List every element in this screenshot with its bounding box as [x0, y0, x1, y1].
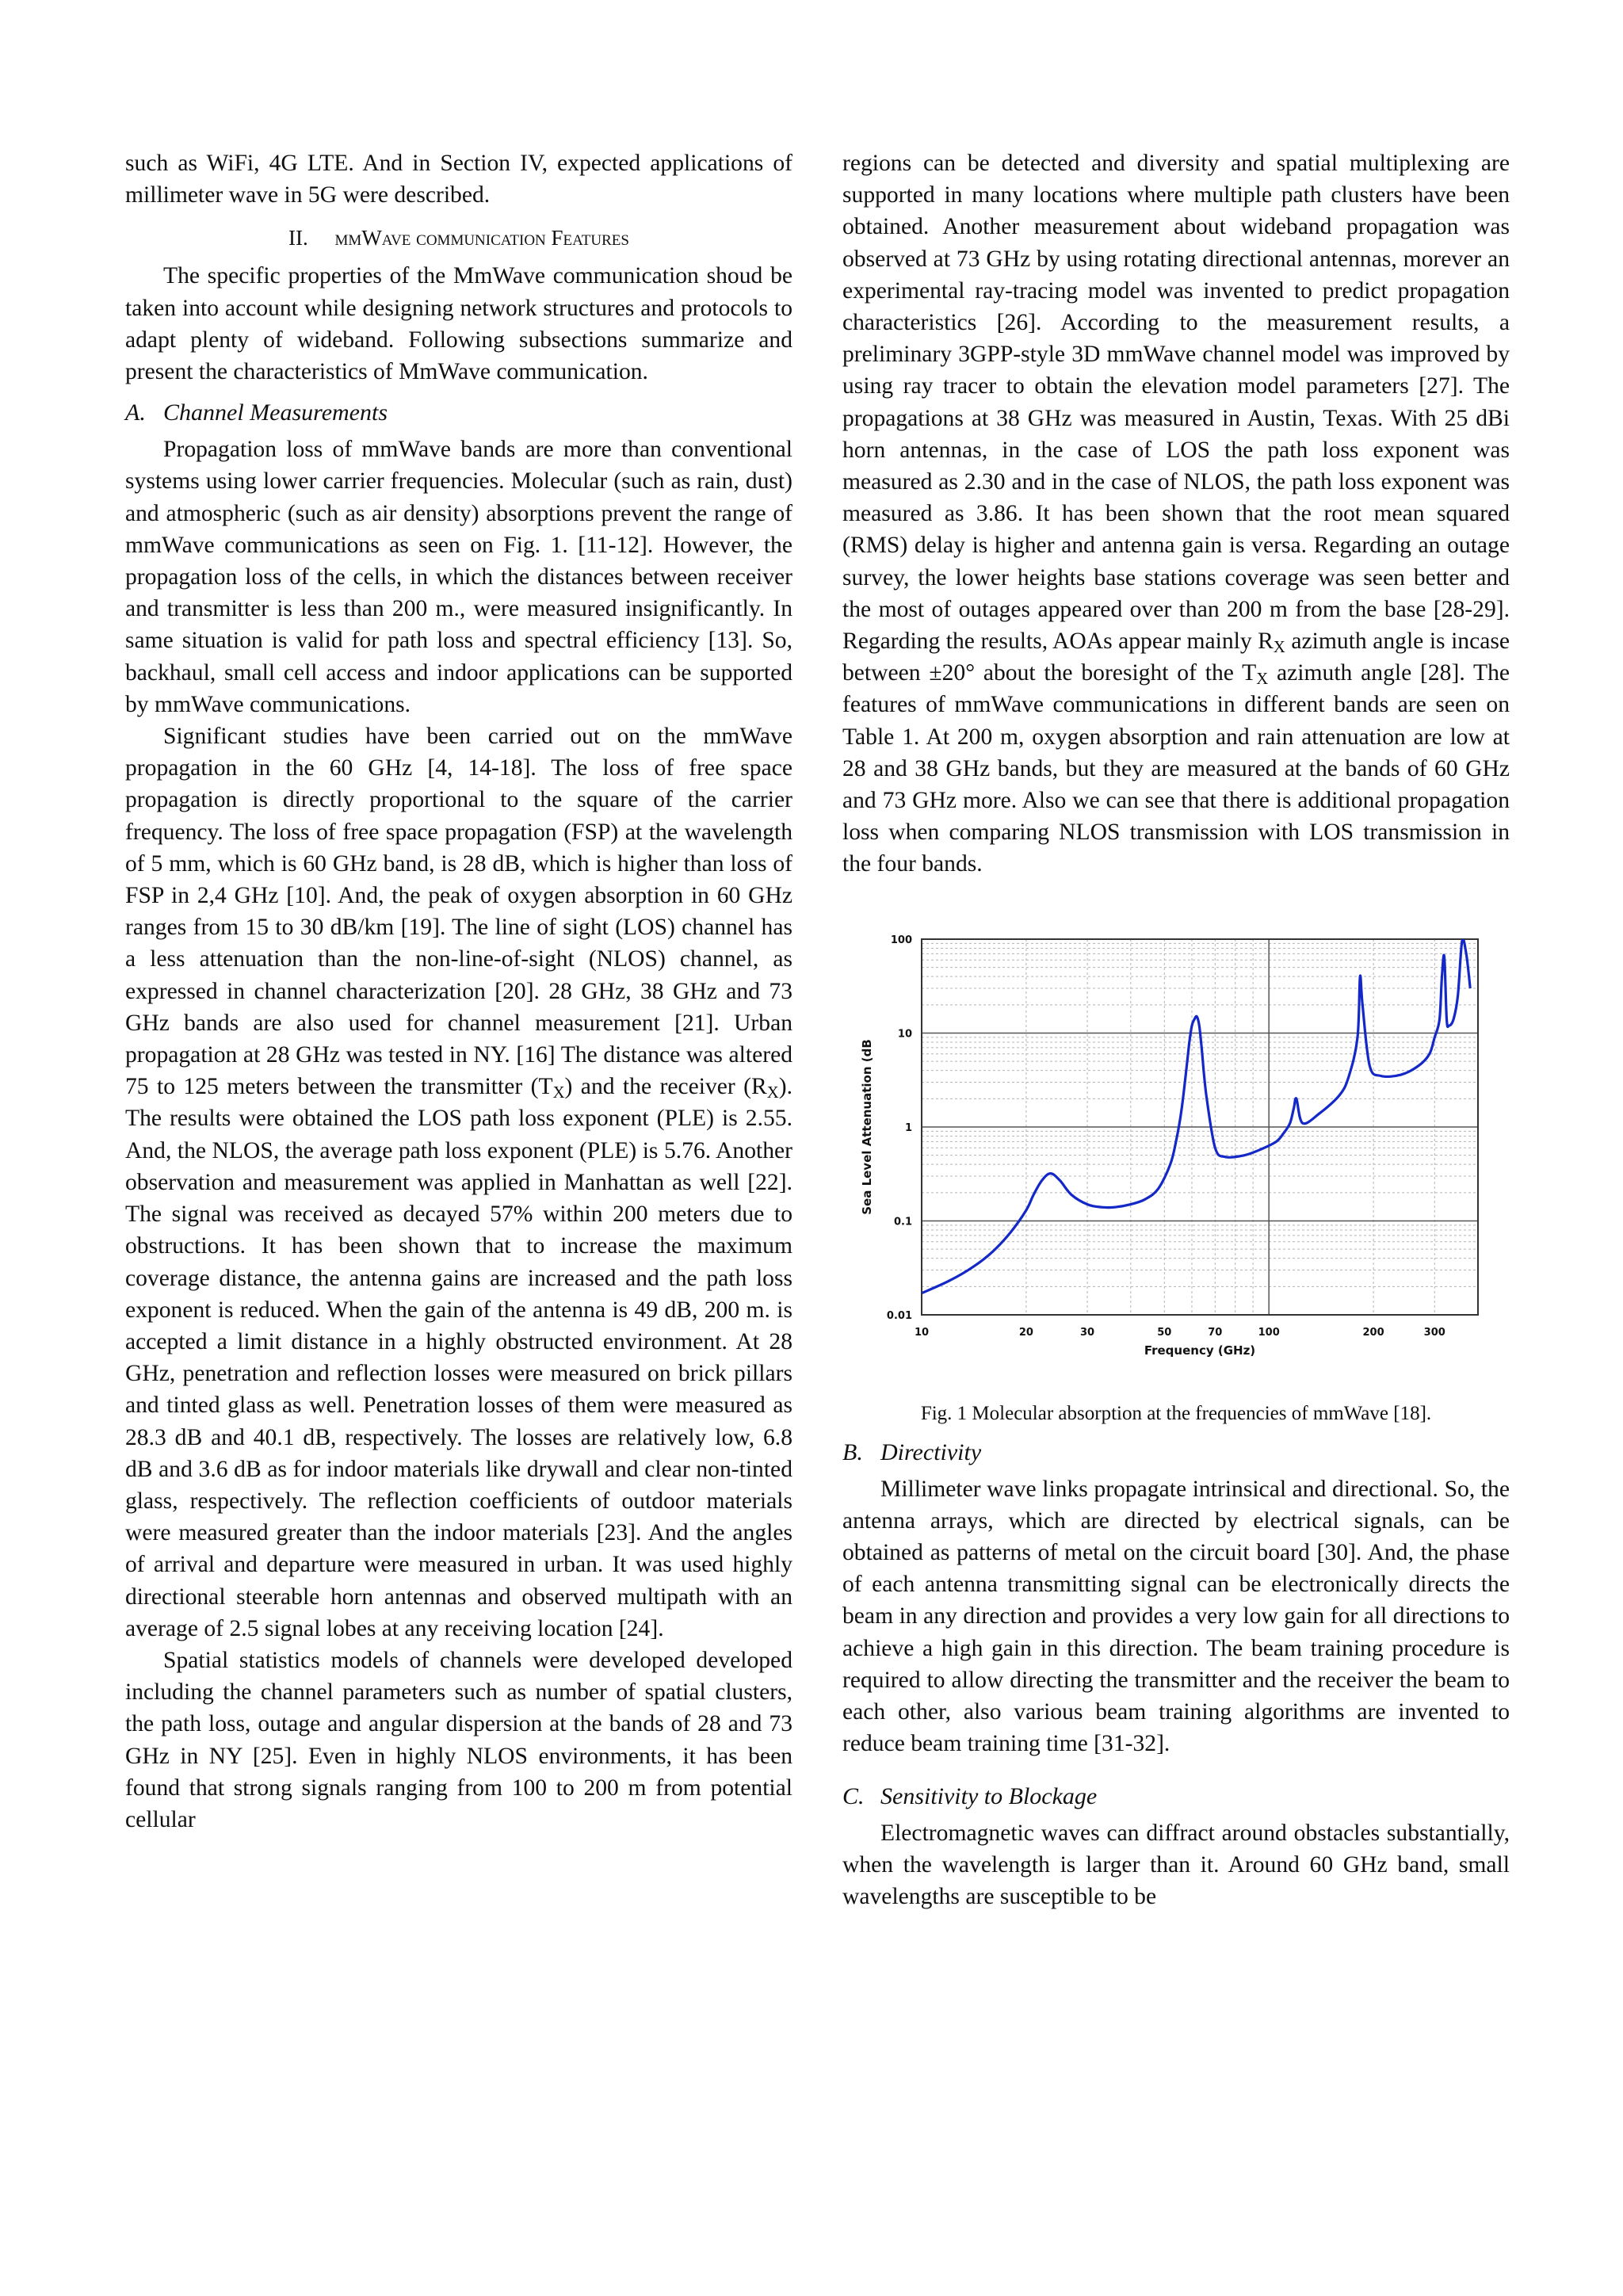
paragraph-propagation-loss: Propagation loss of mmWave bands are more than conventional systems using lower carrier frequencies. Molecular (such as rain, dust) and atmospheric (such as air density) absorptions prevent the range of mmWave communications as seen on Fig. 1. [11-12]. However, the propagation loss of the cells, in which the distances between receiver and transmitter is less than 200 m., were measured insignificantly. In same situation is valid for path loss and spectral efficiency [13]. So, backhaul, small cell access and indoor applications can be supported by mmWave communications. — [125, 437, 792, 717]
subsection-heading-c — [842, 1781, 1510, 1813]
subsection-label: C. — [842, 1782, 865, 1809]
subscript-x: X — [1256, 670, 1269, 689]
subscript-x: X — [766, 1084, 779, 1102]
paragraph-directivity: Millimeter wave links propagate intrinsical and directional. So, the antenna arrays, which are directed by electrical signals, can be obtained as patterns of metal on the circuit board [30]. And, the phase of each antenna transmitting signal can be electronically directs the beam in any direction and provides a very low gain for all directions to achieve a high gain in this direction. The beam training procedure is required to allow directing the transmitter and the receiver the beam to each other, also various beam training algorithms are invented to reduce beam training time [31-32]. — [842, 1476, 1510, 1757]
x-tick-label: 300 — [1423, 1326, 1445, 1339]
x-tick-label: 10 — [914, 1326, 930, 1339]
y-tick-label: 0.1 — [893, 1216, 912, 1228]
y-tick-label: 100 — [890, 934, 912, 946]
x-tick-label: 70 — [1208, 1326, 1223, 1339]
text-run: ). The results were obtained the LOS path loss exponent (PLE) is 2.55. And, the NLOS, the average path loss exponent (PLE) is 5.76. Another observation and measurement was applied in Manhattan as well [22]. The signal was received as decayed 57% within 200 meters due to obstructions. It has been shown that to increase the maximum coverage distance, the antenna gains are increased and the path loss exponent is reduced. When the gain of the antenna is 49 dB, 200 m. is accepted a limit distance in a highly obstructed environment. At 28 GHz, penetration and reflection losses were measured on brick pillars and tinted glass as well. Penetration losses of them were measured as 28.3 dB and 40.1 dB, respectively. The losses are relatively low, 6.8 dB and 3.6 dB as for indoor materials like drywall and clear non-tinted glass, respectively. The reflection coefficients of outdoor materials were measured greater than the indoor materials [23]. And the angles of arrival and departure were measured in urban. It was used highly directional steerable horn antennas and observed multipath with an average of 2.5 signal lobes at any receiving location [24]. — [125, 1074, 792, 1641]
subsection-label: B. — [842, 1438, 863, 1465]
x-tick-label: 50 — [1157, 1326, 1172, 1339]
text-run: azimuth angle [28]. The features of mmWave communications in different bands are seen on Table 1. At 200 m, oxygen absorption and rain attenuation are low at 28 and 38 GHz bands, but they are measured at the bands of 60 GHz and 73 GHz more. Also we can see that there is additional propagation loss when comparing NLOS transmission with LOS transmission in the four bands. — [842, 660, 1510, 877]
text-run: Significant studies have been carried out on the mmWave propagation in the 60 GHz [4, 14-18]. The loss of free space propagation is directly proportional to the square of the carrier frequency. The loss of free space propagation (FSP) at the wavelength of 5 mm, which is 60 GHz band, is 28 dB, which is higher than loss of FSP in 2,4 GHz [10]. And, the peak of oxygen absorption in 60 GHz ranges from 15 to 30 dB/km [19]. The line of sight (LOS) channel has a less attenuation than the non-line-of-sight (NLOS) channel, as expressed in channel characterization [20]. 28 GHz, 38 GHz and 73 GHz bands are also used for channel measurement [21]. Urban propagation at 28 GHz was tested in NY. [16] The distance was altered 75 to 125 meters between the transmitter (T — [125, 724, 792, 1100]
paragraph-features-intro: The specific properties of the MmWave communication shoud be taken into account while designing network structures and protocols to adapt plenty of wideband. Following subsections summarize and present the characteristics of MmWave communication. — [125, 263, 792, 385]
x-axis-label: Frequency (GHz) — [1144, 1343, 1256, 1358]
x-tick-label: 100 — [1258, 1326, 1280, 1339]
left-column — [125, 147, 792, 1836]
paragraph-60ghz-studies — [125, 720, 792, 1645]
paragraph-intro-continuation: such as WiFi, 4G LTE. And in Section IV, expected applications of millimeter wave in 5G were described. — [125, 151, 792, 208]
subscript-x: X — [552, 1084, 565, 1102]
x-tick-label: 30 — [1080, 1326, 1095, 1339]
y-tick-label: 10 — [897, 1028, 912, 1041]
y-tick-label: 0.01 — [886, 1309, 912, 1322]
section-number: II. — [288, 226, 308, 250]
subsection-heading-b — [842, 1437, 1510, 1469]
text-run: azimuth angle is incase between ±20° about the boresight of the T — [842, 628, 1510, 686]
text-run: regions can be detected and diversity and spatial multiplexing are supported in many locations where multiple path clusters have been obtained. Another measurement about wideband propagation was observed at 73 GHz by using rotating directional antennas, morever an experimental ray-tracing model was invented to predict propagation characteristics [26]. According to the measurement results, a preliminary 3GPP-style 3D mmWave channel model was improved by using ray tracer to obtain the elevation model parameters [27]. The propagations at 38 GHz was measured in Austin, Texas. With 25 dBi horn antennas, in the case of LOS the path loss exponent was measured as 2.30 and in the case of NLOS, the path loss exponent was measured as 3.86. It has been shown that the root mean squared (RMS) delay is higher and antenna gain is versa. Regarding an outage survey, the lower heights base stations coverage was seen better and the most of outages appeared over than 200 m from the base [28-29]. Regarding the results, AOAs appear mainly R — [842, 151, 1510, 655]
section-title: mmWave communication Features — [334, 226, 629, 250]
subscript-x: X — [1273, 639, 1285, 657]
y-axis-label: Sea Level Attenuation (dB — [860, 1038, 874, 1215]
figure-caption: Fig. 1 Molecular absorption at the frequencies of mmWave [18]. — [920, 1402, 1432, 1424]
text-run: ) and the receiver (R — [564, 1074, 767, 1100]
right-column — [842, 147, 1510, 1912]
subsection-title: Sensitivity to Blockage — [880, 1782, 1098, 1809]
x-tick-label: 200 — [1362, 1326, 1384, 1339]
y-tick-label: 1 — [904, 1121, 912, 1134]
subsection-label: A. — [125, 399, 146, 426]
section-heading-2 — [125, 222, 792, 254]
paragraph-wideband-measurement — [842, 147, 1510, 881]
absorption-chart — [842, 926, 1510, 1394]
subsection-heading-a — [125, 397, 792, 429]
x-tick-label: 20 — [1018, 1326, 1033, 1339]
subsection-title: Directivity — [880, 1438, 982, 1465]
paragraph-spatial-statistics: Spatial statistics models of channels were developed developed including the channel parameters such as number of spatial clusters, the path loss, outage and angular dispersion at the bands of 28 and 73 GHz in NY [25]. Even in highly NLOS environments, it has been found that strong signals ranging from 100 to 200 m from potential cellular — [125, 1647, 792, 1832]
subsection-title: Channel Measurements — [163, 399, 388, 426]
paragraph-blockage: Electromagnetic waves can diffract around obstacles substantially, when the wavelength is larger than it. Around 60 GHz band, small wavelengths are susceptible to be — [842, 1820, 1510, 1909]
figure-1 — [842, 926, 1510, 1394]
